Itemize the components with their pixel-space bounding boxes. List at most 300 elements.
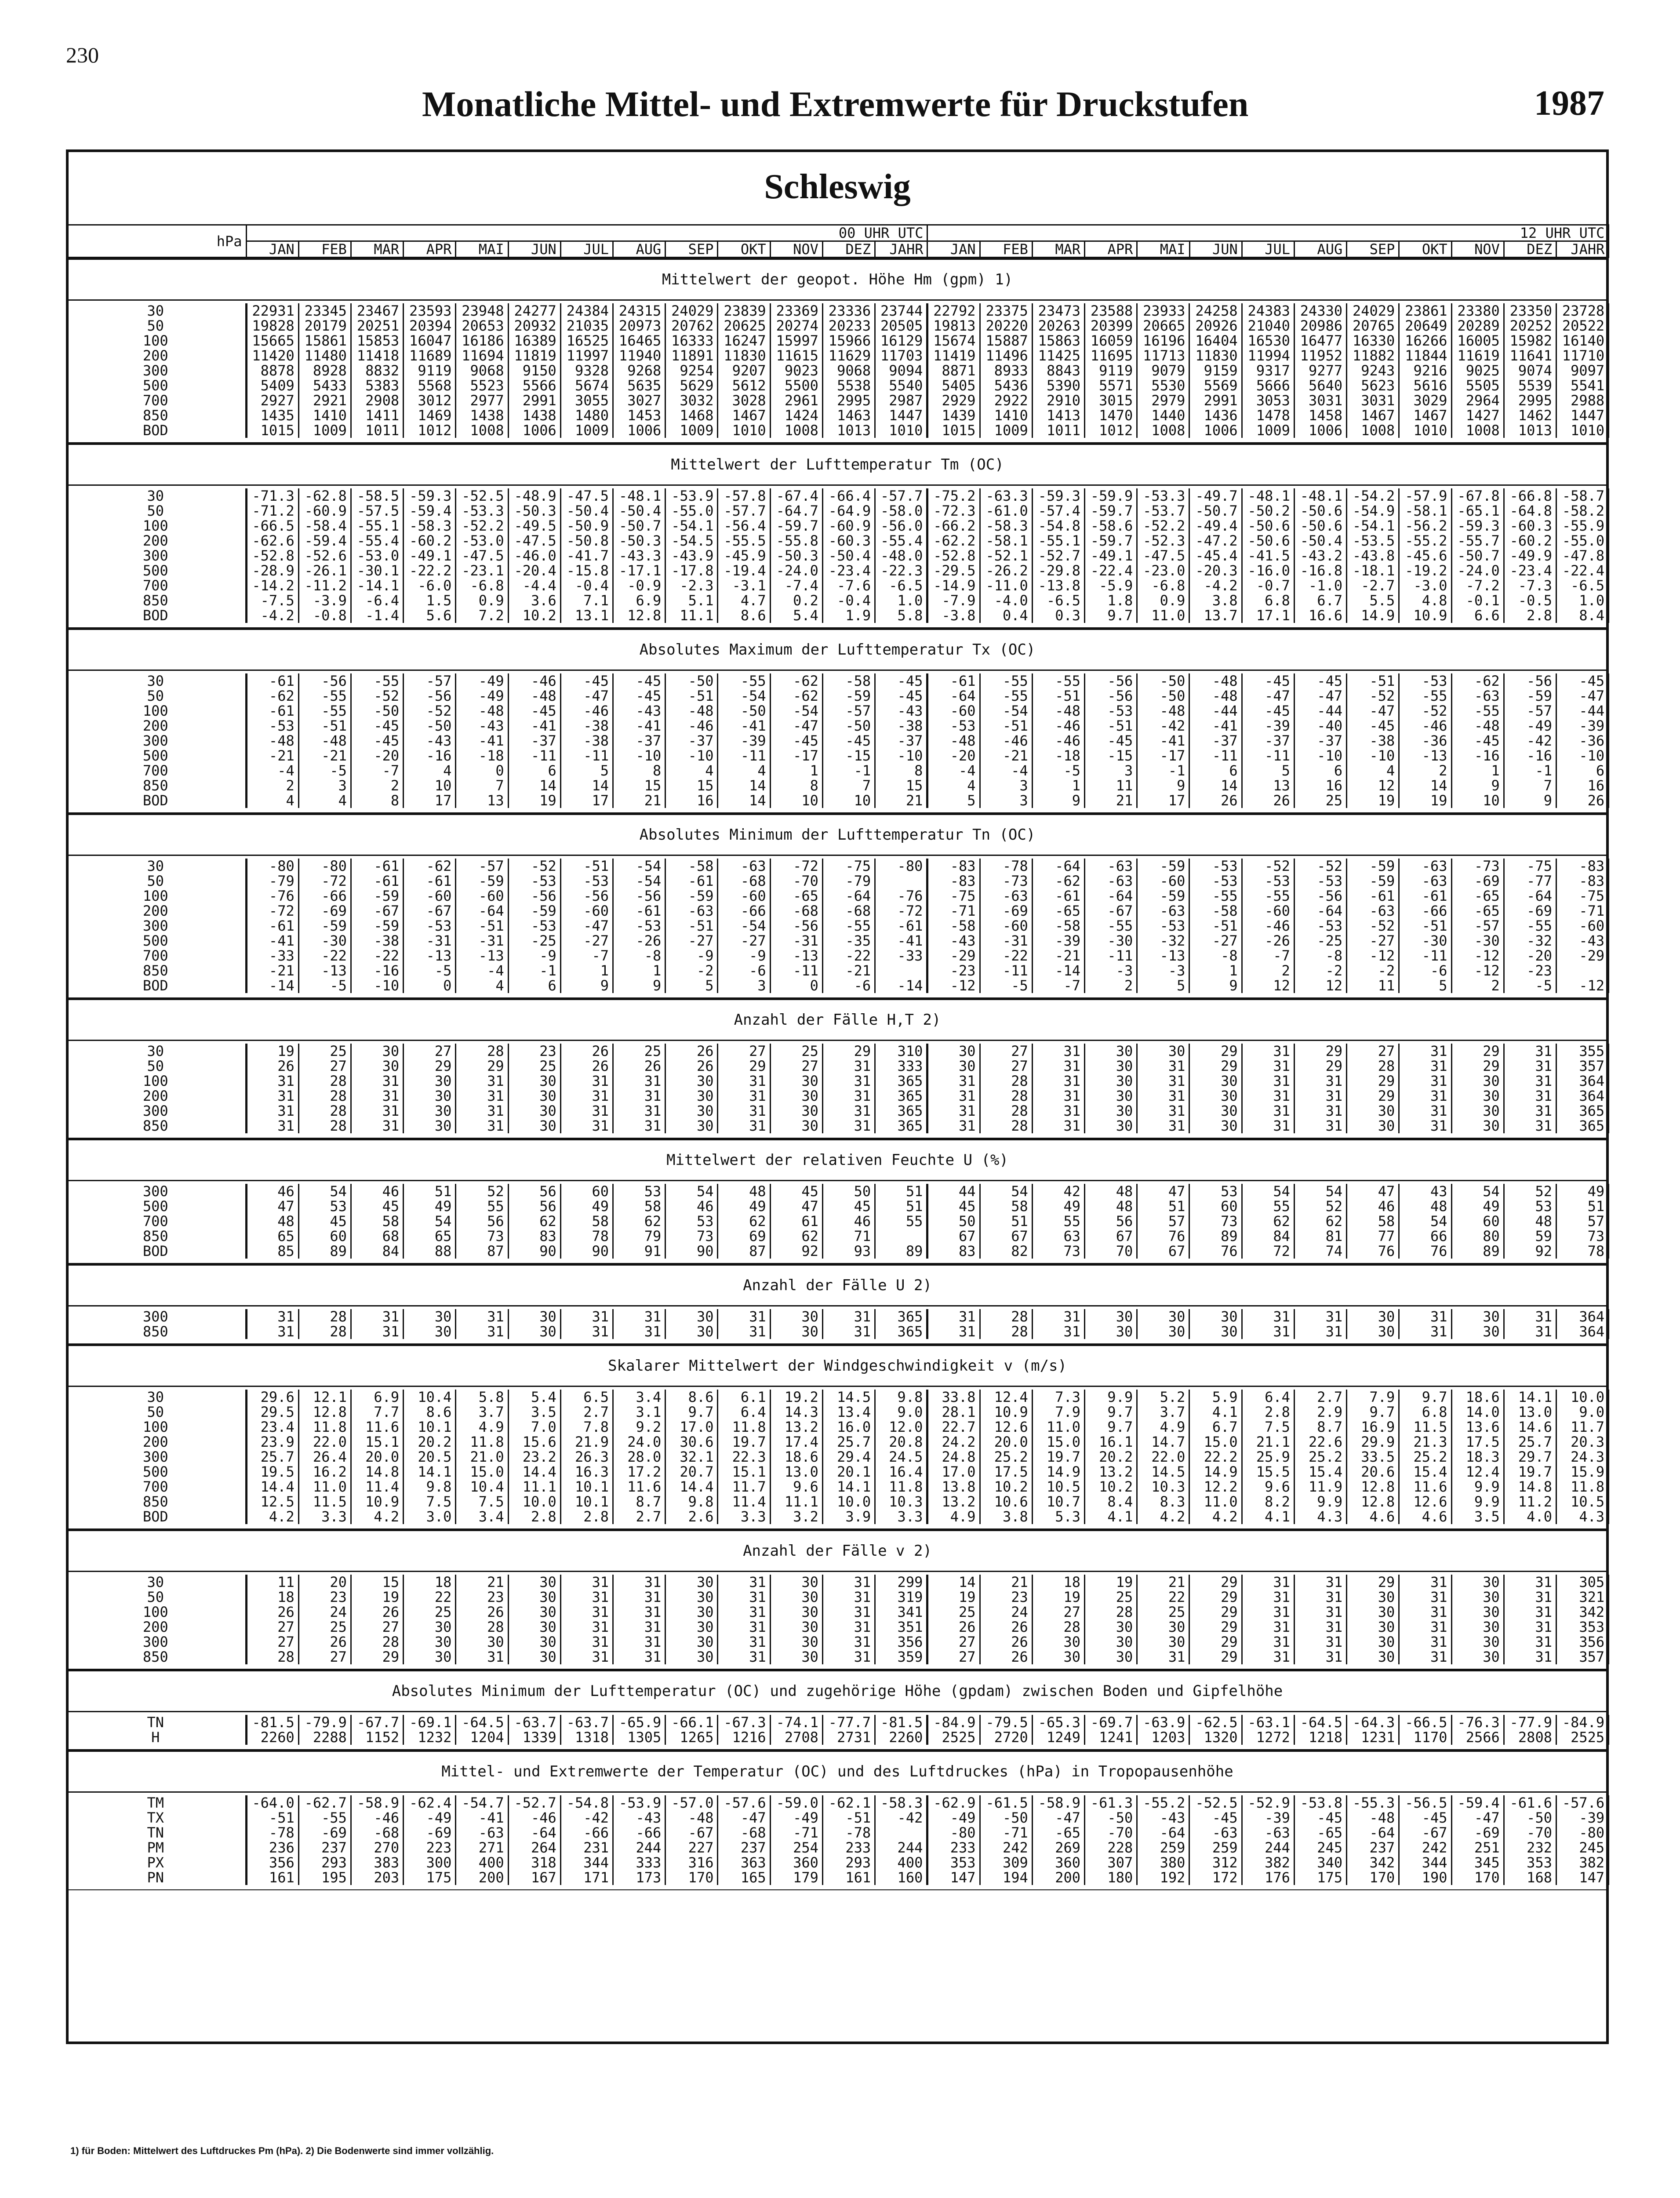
value-cell: -58.3 bbox=[980, 518, 1032, 533]
value-cell: 19 bbox=[246, 1044, 298, 1059]
value-cell: -77.9 bbox=[1504, 1715, 1556, 1730]
value-cell: 242 bbox=[1399, 1840, 1451, 1855]
level-label: 500 bbox=[142, 933, 168, 948]
value-cell: 2 bbox=[351, 778, 403, 793]
value-cell: 21.3 bbox=[1399, 1434, 1451, 1449]
value-cell: 24315 bbox=[613, 303, 665, 318]
level-label: 700 bbox=[142, 763, 168, 778]
value-cell: 25 bbox=[927, 1605, 980, 1619]
value-cell: 3.5 bbox=[1451, 1509, 1504, 1524]
value-cell: 1447 bbox=[1556, 408, 1608, 423]
value-cell: 25 bbox=[1085, 1590, 1137, 1605]
value-cell: 30 bbox=[404, 1649, 456, 1664]
value-cell: -64.0 bbox=[246, 1795, 298, 1810]
value-cell: -60 bbox=[404, 888, 456, 903]
value-cell: -52.7 bbox=[1032, 548, 1084, 563]
value-cell: -54 bbox=[613, 859, 665, 873]
value-cell: -79 bbox=[246, 873, 298, 888]
value-cell: 4.1 bbox=[1242, 1509, 1294, 1524]
value-cell: 12.8 bbox=[1347, 1479, 1399, 1494]
value-cell: 20.2 bbox=[1085, 1449, 1137, 1464]
value-cell: -68 bbox=[351, 1825, 403, 1840]
value-cell: 1010 bbox=[875, 423, 927, 438]
value-cell: 0.3 bbox=[1032, 608, 1084, 623]
value-cell: 11.8 bbox=[875, 1479, 927, 1494]
value-cell: -31 bbox=[456, 933, 508, 948]
value-cell: -59.9 bbox=[1085, 488, 1137, 503]
value-cell: -64.7 bbox=[770, 503, 822, 518]
value-cell: -45 bbox=[1085, 733, 1137, 748]
value-cell: -52.8 bbox=[927, 548, 980, 563]
value-cell: 30 bbox=[927, 1044, 980, 1059]
value-cell: 31 bbox=[927, 1088, 980, 1103]
value-cell: -54 bbox=[718, 918, 770, 933]
value-cell: 60 bbox=[1451, 1214, 1504, 1229]
value-cell: -58.1 bbox=[980, 533, 1032, 548]
value-cell: 23380 bbox=[1451, 303, 1504, 318]
value-cell: 31 bbox=[560, 1088, 613, 1103]
value-cell: -58.1 bbox=[1399, 503, 1451, 518]
value-cell: -61 bbox=[246, 673, 298, 688]
value-cell: 27 bbox=[1347, 1044, 1399, 1059]
value-cell: -47 bbox=[770, 718, 822, 733]
value-cell: 90 bbox=[560, 1244, 613, 1259]
value-cell: 5 bbox=[927, 793, 980, 808]
value-cell: 2260 bbox=[875, 1730, 927, 1745]
value-cell: 5640 bbox=[1294, 378, 1346, 393]
value-cell: 28 bbox=[298, 1103, 351, 1118]
value-cell: 3027 bbox=[613, 393, 665, 408]
value-cell: -63.7 bbox=[560, 1715, 613, 1730]
value-cell: 28 bbox=[298, 1324, 351, 1339]
value-cell: 8 bbox=[875, 763, 927, 778]
value-cell: 3055 bbox=[560, 393, 613, 408]
value-cell: -11 bbox=[1399, 948, 1451, 963]
table-row bbox=[66, 1088, 1609, 1103]
value-cell: 19828 bbox=[246, 318, 298, 333]
value-cell: -14.1 bbox=[351, 578, 403, 593]
value-cell: 20973 bbox=[613, 318, 665, 333]
value-cell: 16.6 bbox=[1294, 608, 1346, 623]
value-cell: -43 bbox=[456, 718, 508, 733]
value-cell: -64 bbox=[1137, 1825, 1189, 1840]
value-cell: 5666 bbox=[1242, 378, 1294, 393]
value-cell: 7 bbox=[456, 778, 508, 793]
value-cell: 48 bbox=[718, 1184, 770, 1199]
value-cell: -48 bbox=[456, 703, 508, 718]
value-cell: -16 bbox=[1451, 748, 1504, 763]
value-cell: 18 bbox=[404, 1575, 456, 1590]
page-title: Monatliche Mittel- und Extremwerte für Druckstufen bbox=[422, 84, 1249, 124]
value-cell: 23350 bbox=[1504, 303, 1556, 318]
value-cell: 53 bbox=[1504, 1199, 1556, 1214]
value-cell: -48 bbox=[1032, 703, 1084, 718]
value-cell: 17.5 bbox=[980, 1464, 1032, 1479]
value-cell: 30 bbox=[1189, 1324, 1242, 1339]
value-cell: 53 bbox=[1189, 1184, 1242, 1199]
value-cell: 190 bbox=[1399, 1870, 1451, 1885]
value-cell: 5.4 bbox=[508, 1390, 560, 1405]
value-cell: -5 bbox=[298, 763, 351, 778]
value-cell: -46.0 bbox=[508, 548, 560, 563]
value-cell: 30 bbox=[508, 1088, 560, 1103]
value-cell: 5540 bbox=[875, 378, 927, 393]
value-cell: 1462 bbox=[1504, 408, 1556, 423]
value-cell: -26 bbox=[1242, 933, 1294, 948]
value-cell: 5433 bbox=[298, 378, 351, 393]
value-cell: 48 bbox=[1399, 1199, 1451, 1214]
value-cell: 31 bbox=[1032, 1074, 1084, 1088]
value-cell: 1265 bbox=[665, 1730, 718, 1745]
value-cell: 9243 bbox=[1347, 363, 1399, 378]
value-cell: 30 bbox=[508, 1118, 560, 1133]
value-cell: 30 bbox=[508, 1605, 560, 1619]
value-cell: 20765 bbox=[1347, 318, 1399, 333]
value-cell: 26 bbox=[298, 1634, 351, 1649]
value-cell: -66.5 bbox=[1399, 1715, 1451, 1730]
value-cell: 13.7 bbox=[1189, 608, 1242, 623]
value-cell: 11.1 bbox=[665, 608, 718, 623]
value-cell: 25 bbox=[1294, 793, 1346, 808]
value-cell: 22.0 bbox=[298, 1434, 351, 1449]
value-cell: -68 bbox=[718, 873, 770, 888]
value-cell: 26 bbox=[351, 1605, 403, 1619]
value-cell: 30 bbox=[1347, 1619, 1399, 1634]
value-cell: 31 bbox=[613, 1074, 665, 1088]
value-cell: -55.5 bbox=[718, 533, 770, 548]
value-cell: -29 bbox=[1556, 948, 1608, 963]
value-cell: -48.9 bbox=[508, 488, 560, 503]
value-cell: 14.9 bbox=[1032, 1464, 1084, 1479]
value-cell: 54 bbox=[1294, 1184, 1346, 1199]
value-cell: 318 bbox=[508, 1855, 560, 1870]
value-cell: 10.1 bbox=[560, 1479, 613, 1494]
value-cell: -72 bbox=[246, 903, 298, 918]
value-cell: 344 bbox=[560, 1855, 613, 1870]
month-header: AUG bbox=[613, 241, 665, 258]
value-cell: 365 bbox=[875, 1309, 927, 1324]
table-row bbox=[66, 378, 1609, 393]
value-cell: 15966 bbox=[822, 333, 875, 348]
value-cell: 29 bbox=[1451, 1044, 1504, 1059]
value-cell: 27 bbox=[927, 1634, 980, 1649]
value-cell: 3 bbox=[1085, 763, 1137, 778]
value-cell: 223 bbox=[404, 1840, 456, 1855]
level-label: 200 bbox=[142, 1088, 168, 1103]
value-cell: 57 bbox=[1137, 1214, 1189, 1229]
value-cell: 8.2 bbox=[1242, 1494, 1294, 1509]
section-block bbox=[66, 1793, 1609, 1890]
value-cell: -60 bbox=[718, 888, 770, 903]
value-cell: 12.8 bbox=[298, 1405, 351, 1419]
value-cell: 16 bbox=[1294, 778, 1346, 793]
value-cell: -56 bbox=[1294, 888, 1346, 903]
value-cell: -67 bbox=[404, 903, 456, 918]
value-cell: 3.3 bbox=[875, 1509, 927, 1524]
value-cell: 30 bbox=[1085, 1059, 1137, 1074]
value-cell: 18.6 bbox=[1451, 1390, 1504, 1405]
value-cell: -32 bbox=[1504, 933, 1556, 948]
value-cell: -3 bbox=[1137, 963, 1189, 978]
value-cell: 30 bbox=[1137, 1324, 1189, 1339]
value-cell: 5.4 bbox=[770, 608, 822, 623]
value-cell: -53.0 bbox=[456, 533, 508, 548]
value-cell: -16 bbox=[404, 748, 456, 763]
value-cell: 14.1 bbox=[1504, 1390, 1556, 1405]
value-cell: 1318 bbox=[560, 1730, 613, 1745]
value-cell: -66.2 bbox=[927, 518, 980, 533]
value-cell: -6.8 bbox=[1137, 578, 1189, 593]
value-cell: 5409 bbox=[246, 378, 298, 393]
value-cell: 11615 bbox=[770, 348, 822, 363]
value-cell: 25 bbox=[1137, 1605, 1189, 1619]
value-cell: -6.4 bbox=[351, 593, 403, 608]
value-cell: 3031 bbox=[1294, 393, 1346, 408]
value-cell: -11.2 bbox=[298, 578, 351, 593]
value-cell: 9150 bbox=[508, 363, 560, 378]
value-cell: 15.0 bbox=[1189, 1434, 1242, 1449]
value-cell: 48 bbox=[1085, 1199, 1137, 1214]
value-cell: -46 bbox=[980, 733, 1032, 748]
value-cell: 11.8 bbox=[456, 1434, 508, 1449]
value-cell: 1463 bbox=[822, 408, 875, 423]
value-cell: 9.9 bbox=[1294, 1494, 1346, 1509]
value-cell: 1008 bbox=[1451, 423, 1504, 438]
value-cell: 259 bbox=[1189, 1840, 1242, 1855]
value-cell: 16247 bbox=[718, 333, 770, 348]
value-cell: 29 bbox=[1294, 1044, 1346, 1059]
value-cell: -58.4 bbox=[298, 518, 351, 533]
value-cell: 20649 bbox=[1399, 318, 1451, 333]
value-cell: 21 bbox=[1137, 1575, 1189, 1590]
value-cell: -76.3 bbox=[1451, 1715, 1504, 1730]
value-cell: -60.3 bbox=[822, 533, 875, 548]
value-cell: 363 bbox=[718, 1855, 770, 1870]
value-cell: -1 bbox=[822, 763, 875, 778]
value-cell: 9.7 bbox=[1085, 608, 1137, 623]
value-cell: -54.7 bbox=[456, 1795, 508, 1810]
value-cell: 31 bbox=[560, 1590, 613, 1605]
value-cell: -18 bbox=[456, 748, 508, 763]
value-cell: -75 bbox=[822, 859, 875, 873]
value-cell: 50 bbox=[927, 1214, 980, 1229]
value-cell: -59 bbox=[1137, 859, 1189, 873]
section-table bbox=[66, 1795, 1609, 1885]
value-cell: 31 bbox=[1242, 1619, 1294, 1634]
value-cell: -47 bbox=[1556, 688, 1608, 703]
value-cell: 57 bbox=[1556, 1214, 1608, 1229]
value-cell: -55 bbox=[980, 673, 1032, 688]
value-cell: 194 bbox=[980, 1870, 1032, 1885]
value-cell: -55 bbox=[298, 1810, 351, 1825]
value-cell: -76 bbox=[246, 888, 298, 903]
value-cell: 2927 bbox=[246, 393, 298, 408]
value-cell: -20 bbox=[1504, 948, 1556, 963]
value-cell: 15997 bbox=[770, 333, 822, 348]
value-cell: 65 bbox=[404, 1229, 456, 1244]
value-cell: 4.1 bbox=[1189, 1405, 1242, 1419]
value-cell: 47 bbox=[770, 1199, 822, 1214]
section-table bbox=[66, 673, 1609, 808]
value-cell: -5 bbox=[1032, 763, 1084, 778]
value-cell: -62 bbox=[770, 673, 822, 688]
value-cell: -22.3 bbox=[875, 563, 927, 578]
value-cell: 12.6 bbox=[1399, 1494, 1451, 1509]
value-cell: 1249 bbox=[1032, 1730, 1084, 1745]
value-cell: 31 bbox=[718, 1605, 770, 1619]
value-cell: -53.9 bbox=[613, 1795, 665, 1810]
value-cell: -56 bbox=[1504, 673, 1556, 688]
value-cell: -54.9 bbox=[1347, 503, 1399, 518]
table-row bbox=[66, 1229, 1609, 1244]
value-cell: 30 bbox=[665, 1324, 718, 1339]
value-cell: 16404 bbox=[1189, 333, 1242, 348]
value-cell: 9074 bbox=[1504, 363, 1556, 378]
value-cell: 2 bbox=[1399, 763, 1451, 778]
value-cell: 353 bbox=[1556, 1619, 1608, 1634]
value-cell: 2288 bbox=[298, 1730, 351, 1745]
value-cell: 31 bbox=[351, 1324, 403, 1339]
value-cell: 48 bbox=[1085, 1184, 1137, 1199]
value-cell: 31 bbox=[1137, 1118, 1189, 1133]
value-cell: 200 bbox=[456, 1870, 508, 1885]
value-cell: 21 bbox=[456, 1575, 508, 1590]
value-cell: 2720 bbox=[980, 1730, 1032, 1745]
value-cell: 11641 bbox=[1504, 348, 1556, 363]
level-label: 700 bbox=[142, 1214, 168, 1229]
value-cell: 24277 bbox=[508, 303, 560, 318]
value-cell: -52 bbox=[1347, 918, 1399, 933]
value-cell: -55 bbox=[1032, 673, 1084, 688]
value-cell: 31 bbox=[246, 1118, 298, 1133]
value-cell: -13 bbox=[1399, 748, 1451, 763]
value-cell: -67 bbox=[1085, 903, 1137, 918]
value-cell: 20.2 bbox=[404, 1434, 456, 1449]
level-label: 300 bbox=[142, 1634, 168, 1649]
value-cell: 15.0 bbox=[456, 1464, 508, 1479]
value-cell: 13.2 bbox=[1085, 1464, 1137, 1479]
value-cell: -53 bbox=[1189, 859, 1242, 873]
value-cell: 45 bbox=[927, 1199, 980, 1214]
value-cell: 54 bbox=[1451, 1184, 1504, 1199]
value-cell: 19.7 bbox=[1032, 1449, 1084, 1464]
value-cell: 5539 bbox=[1504, 378, 1556, 393]
value-cell: 16266 bbox=[1399, 333, 1451, 348]
value-cell: 12.6 bbox=[980, 1419, 1032, 1434]
value-cell: 30 bbox=[508, 1575, 560, 1590]
value-cell: 30 bbox=[404, 1309, 456, 1324]
value-cell: 1478 bbox=[1242, 408, 1294, 423]
section-table bbox=[66, 859, 1609, 993]
value-cell: 20653 bbox=[456, 318, 508, 333]
value-cell: 3.0 bbox=[404, 1509, 456, 1524]
value-cell: 13.2 bbox=[770, 1419, 822, 1434]
value-cell: -20 bbox=[927, 748, 980, 763]
value-cell: -50 bbox=[980, 1810, 1032, 1825]
value-cell: 1427 bbox=[1451, 408, 1504, 423]
value-cell: 9.7 bbox=[1085, 1405, 1137, 1419]
value-cell: 9 bbox=[1451, 778, 1504, 793]
value-cell: -22.2 bbox=[404, 563, 456, 578]
value-cell: -51 bbox=[456, 918, 508, 933]
value-cell: -61.0 bbox=[980, 503, 1032, 518]
value-cell: -51 bbox=[1085, 718, 1137, 733]
value-cell: -23.4 bbox=[1504, 563, 1556, 578]
value-cell: 11.5 bbox=[298, 1494, 351, 1509]
value-cell: 16005 bbox=[1451, 333, 1504, 348]
value-cell: 54 bbox=[665, 1184, 718, 1199]
value-cell: 1.8 bbox=[1085, 593, 1137, 608]
value-cell: -52.7 bbox=[508, 1795, 560, 1810]
value-cell: 3.8 bbox=[980, 1509, 1032, 1524]
value-cell: 15674 bbox=[927, 333, 980, 348]
table-row bbox=[66, 563, 1609, 578]
level-label: 50 bbox=[147, 1405, 164, 1419]
value-cell: 1241 bbox=[1085, 1730, 1137, 1745]
level-label: 200 bbox=[142, 1434, 168, 1449]
value-cell: -41 bbox=[246, 933, 298, 948]
value-cell: 17 bbox=[1137, 793, 1189, 808]
value-cell: 9068 bbox=[456, 363, 508, 378]
value-cell: -23 bbox=[927, 963, 980, 978]
value-cell: -60 bbox=[1556, 918, 1608, 933]
value-cell: 31 bbox=[456, 1118, 508, 1133]
value-cell: 1424 bbox=[770, 408, 822, 423]
value-cell: -55.7 bbox=[1451, 533, 1504, 548]
value-cell bbox=[875, 1825, 927, 1840]
value-cell: 5569 bbox=[1189, 378, 1242, 393]
value-cell: -49.5 bbox=[508, 518, 560, 533]
value-cell: -57.9 bbox=[1399, 488, 1451, 503]
table-row bbox=[66, 1184, 1609, 1199]
value-cell: -58.3 bbox=[875, 1795, 927, 1810]
value-cell: 271 bbox=[456, 1840, 508, 1855]
value-cell: 365 bbox=[1556, 1103, 1608, 1118]
month-header: NOV bbox=[770, 241, 822, 258]
value-cell: 60 bbox=[298, 1229, 351, 1244]
value-cell: 20.7 bbox=[665, 1464, 718, 1479]
value-cell: 10.5 bbox=[1556, 1494, 1608, 1509]
value-cell: -4 bbox=[927, 763, 980, 778]
value-cell: 3.6 bbox=[508, 593, 560, 608]
value-cell: 14 bbox=[718, 778, 770, 793]
value-cell: 2991 bbox=[1189, 393, 1242, 408]
value-cell: -67 bbox=[351, 903, 403, 918]
value-cell: -52.6 bbox=[298, 548, 351, 563]
value-cell: -61 bbox=[351, 859, 403, 873]
level-label: 850 bbox=[142, 1494, 168, 1509]
value-cell: 7.5 bbox=[1242, 1419, 1294, 1434]
value-cell: 27 bbox=[980, 1059, 1032, 1074]
value-cell: 1436 bbox=[1189, 408, 1242, 423]
value-cell: -62.8 bbox=[298, 488, 351, 503]
value-cell: -9 bbox=[665, 948, 718, 963]
level-label: 850 bbox=[142, 593, 168, 608]
value-cell: 30 bbox=[1347, 1309, 1399, 1324]
value-cell: 28 bbox=[298, 1309, 351, 1324]
value-cell: -21 bbox=[298, 748, 351, 763]
value-cell: -25 bbox=[508, 933, 560, 948]
value-cell: 383 bbox=[351, 1855, 403, 1870]
value-cell: -27 bbox=[665, 933, 718, 948]
value-cell: 31 bbox=[1137, 1103, 1189, 1118]
station-name: Schleswig bbox=[764, 167, 911, 206]
value-cell: -0.5 bbox=[1504, 593, 1556, 608]
value-cell: 2.8 bbox=[1504, 608, 1556, 623]
value-cell: -64.5 bbox=[456, 1715, 508, 1730]
value-cell: 60 bbox=[1189, 1199, 1242, 1214]
value-cell: 4 bbox=[1347, 763, 1399, 778]
